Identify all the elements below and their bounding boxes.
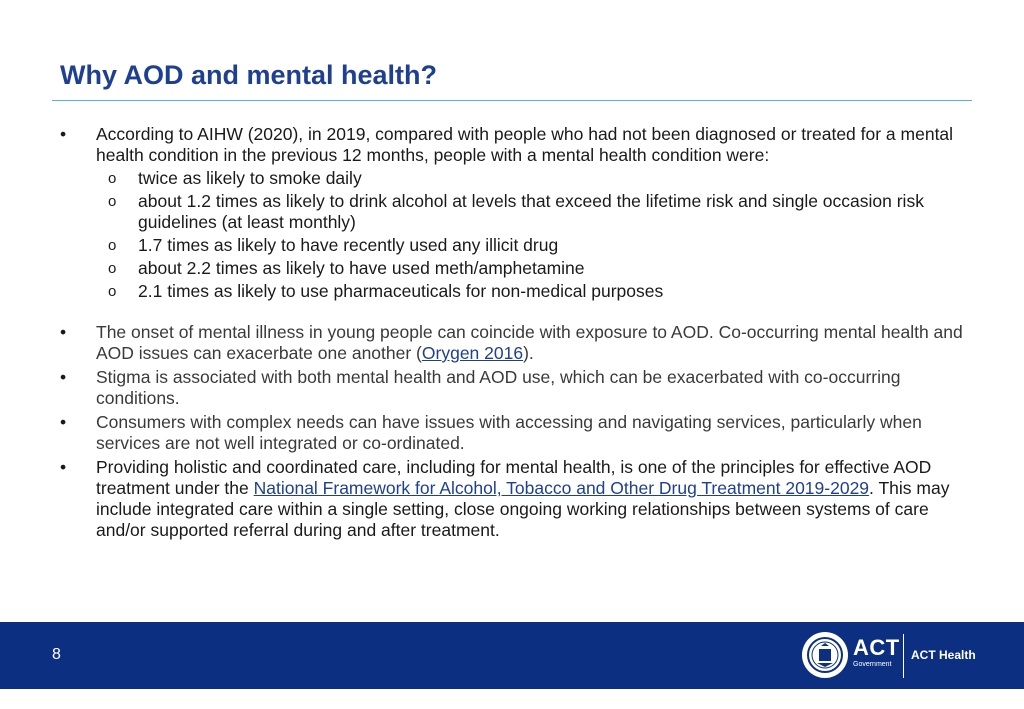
bullet-glyph: •	[60, 322, 67, 342]
title-underline	[52, 100, 972, 101]
sub-bullet-illicit-drug	[108, 235, 970, 256]
bullet-text	[96, 322, 970, 364]
bullet-onset	[60, 322, 970, 364]
slide-title: Why AOD and mental health?	[60, 60, 438, 90]
sub-bullet-glyph: o	[108, 193, 117, 210]
bullet-text: According to AIHW (2020), in 2019, compared with people who had not been diagnosed or treated for a mental health condition in the previous 12 months, people with a mental health condition were:	[96, 124, 954, 165]
bullet-text-part: ).	[523, 343, 534, 363]
bullet-stigma	[60, 367, 970, 409]
sub-bullet-glyph: o	[108, 260, 117, 277]
sub-bullet-smoke	[108, 168, 970, 189]
sub-bullet-glyph: o	[108, 283, 117, 300]
sub-bullet-alcohol	[108, 191, 970, 233]
bullet-text: Stigma is associated with both mental health and AOD use, which can be exacerbated with co-occurring conditions.	[96, 367, 901, 408]
sub-bullet-text: about 2.2 times as likely to have used meth/amphetamine	[138, 258, 585, 278]
bullet-glyph: •	[60, 124, 67, 144]
bullet-glyph: •	[60, 457, 67, 477]
bullet-text-part: The onset of mental illness in young people can coincide with exposure to AOD. Co-occurring mental health and AOD issues can exacerbate one another (	[96, 322, 963, 363]
bullet-text-part: . This may include integrated care within a single setting, close ongoing working relationships between systems of care and/or supported referral during and after treatment.	[96, 478, 950, 540]
sub-bullet-text: about 1.2 times as likely to drink alcohol at levels that exceed the lifetime risk and single occasion risk guidelines (at least monthly)	[138, 191, 924, 232]
bullet-text: Consumers with complex needs can have issues with accessing and navigating services, particularly when services are not well integrated or co-ordinated.	[96, 412, 922, 453]
national-framework-link[interactable]: National Framework for Alcohol, Tobacco and Other Drug Treatment 2019-2029	[253, 478, 870, 498]
sub-bullet-meth	[108, 258, 970, 279]
bullet-aihw	[60, 124, 970, 166]
bullet-holistic-care	[60, 457, 970, 541]
act-health-label: ACT Health	[911, 648, 976, 662]
footer-bar	[0, 622, 1024, 689]
slide-content	[60, 124, 970, 541]
sub-bullet-pharmaceuticals	[108, 281, 970, 302]
page-number: 8	[52, 646, 61, 663]
bullet-complex-needs	[60, 412, 970, 454]
sub-bullet-glyph: o	[108, 170, 117, 187]
sub-bullet-glyph: o	[108, 237, 117, 254]
bullet-text-part: Providing holistic and coordinated care, including for mental health, is one of the principles for effective AOD treatment under the	[96, 457, 932, 498]
logo-divider	[903, 634, 904, 678]
act-crest-icon	[802, 632, 848, 678]
sub-bullet-text: twice as likely to smoke daily	[138, 168, 362, 188]
bullet-glyph: •	[60, 412, 67, 432]
sub-bullet-text: 1.7 times as likely to have recently used any illicit drug	[138, 235, 559, 255]
bullet-glyph: •	[60, 367, 67, 387]
act-logo-text: ACT	[853, 635, 900, 660]
sub-bullet-text: 2.1 times as likely to use pharmaceuticals for non-medical purposes	[138, 281, 664, 301]
orygen-link[interactable]: Orygen 2016	[421, 343, 524, 363]
act-government-text: Government	[853, 661, 892, 668]
bullet-text	[96, 457, 970, 541]
